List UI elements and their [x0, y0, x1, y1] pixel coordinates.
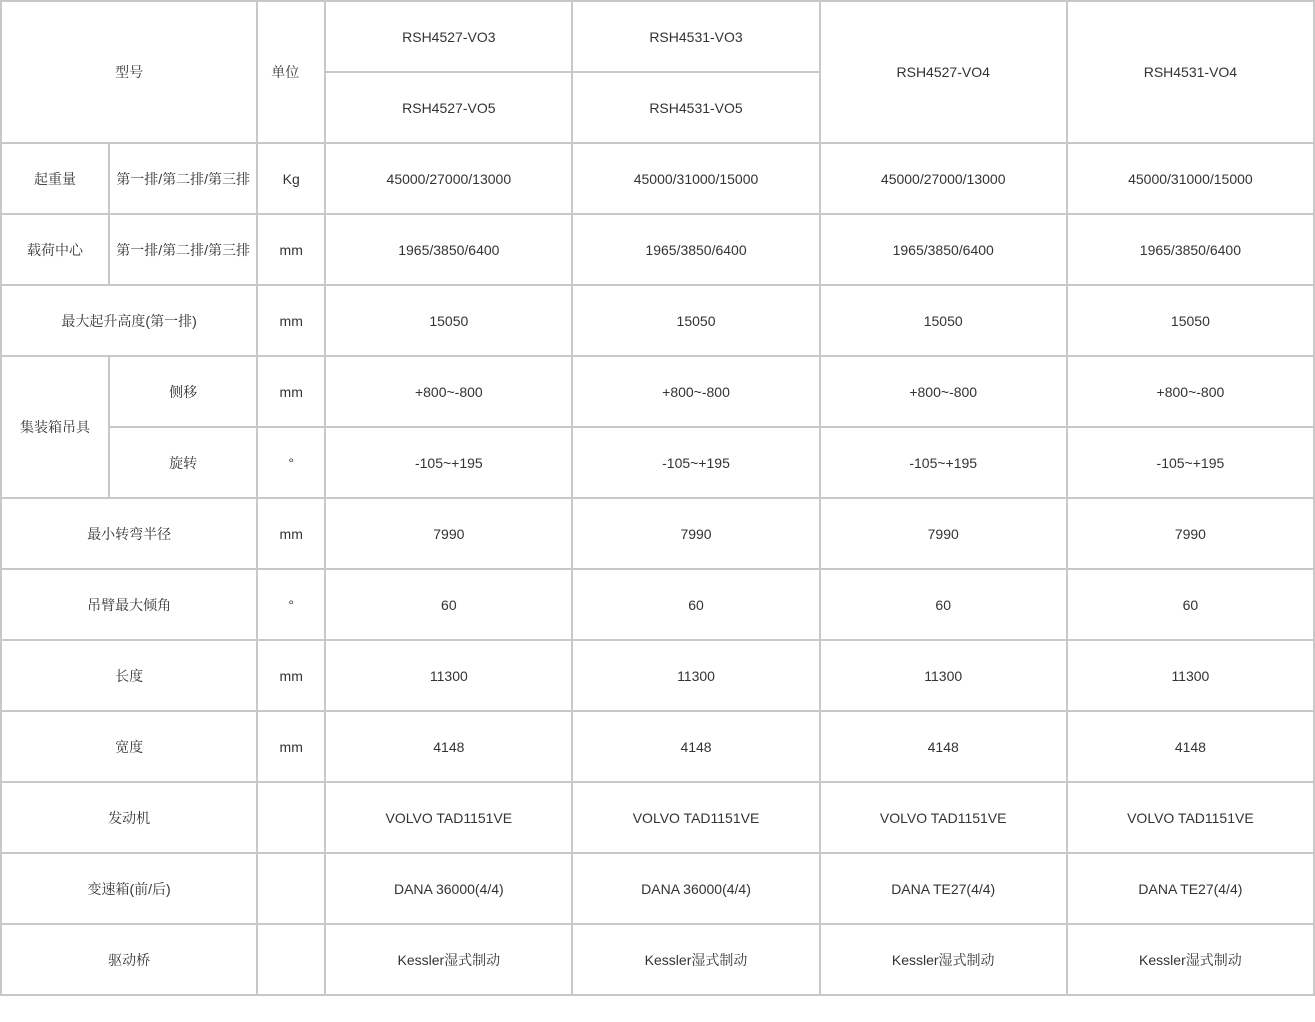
value-cell: 11300	[1067, 640, 1314, 711]
value-cell: 4148	[325, 711, 572, 782]
table-row-max-lift-height	[1, 285, 1314, 356]
value-cell: 11300	[820, 640, 1067, 711]
value-cell: +800~-800	[820, 356, 1067, 427]
table-row-drive-axle	[1, 924, 1314, 995]
value-cell: 15050	[572, 285, 819, 356]
value-cell: -105~+195	[820, 427, 1067, 498]
table-row-max-boom-angle	[1, 569, 1314, 640]
value-cell: -105~+195	[572, 427, 819, 498]
value-cell: -105~+195	[1067, 427, 1314, 498]
value-cell: VOLVO TAD1151VE	[325, 782, 572, 853]
value-cell: 7990	[572, 498, 819, 569]
value-cell: +800~-800	[325, 356, 572, 427]
row-label: 集装箱吊具	[1, 356, 109, 498]
value-cell: 11300	[572, 640, 819, 711]
value-cell: 1965/3850/6400	[572, 214, 819, 285]
table-row-engine	[1, 782, 1314, 853]
unit-cell: mm	[257, 214, 325, 285]
model-name-cell: RSH4527-VO4	[820, 1, 1067, 143]
unit-cell: mm	[257, 498, 325, 569]
value-cell: Kessler湿式制动	[572, 924, 819, 995]
value-cell: Kessler湿式制动	[820, 924, 1067, 995]
table-row-transmission	[1, 853, 1314, 924]
unit-cell: mm	[257, 711, 325, 782]
value-cell: DANA TE27(4/4)	[1067, 853, 1314, 924]
value-cell: Kessler湿式制动	[1067, 924, 1314, 995]
table-row-side-shift	[1, 356, 1314, 427]
table-row-width	[1, 711, 1314, 782]
header-row-1	[1, 1, 1314, 72]
unit-cell: Kg	[257, 143, 325, 214]
value-cell: DANA TE27(4/4)	[820, 853, 1067, 924]
value-cell: VOLVO TAD1151VE	[572, 782, 819, 853]
row-sublabel: 第一排/第二排/第三排	[109, 143, 257, 214]
table-row-load-center	[1, 214, 1314, 285]
value-cell: Kessler湿式制动	[325, 924, 572, 995]
value-cell: DANA 36000(4/4)	[325, 853, 572, 924]
value-cell: 4148	[1067, 711, 1314, 782]
value-cell: 60	[572, 569, 819, 640]
value-cell: 45000/27000/13000	[820, 143, 1067, 214]
unit-header: 单位	[257, 1, 325, 143]
unit-cell	[257, 782, 325, 853]
value-cell: DANA 36000(4/4)	[572, 853, 819, 924]
value-cell: +800~-800	[572, 356, 819, 427]
value-cell: VOLVO TAD1151VE	[820, 782, 1067, 853]
row-sublabel: 旋转	[109, 427, 257, 498]
value-cell: 1965/3850/6400	[1067, 214, 1314, 285]
table-row-lifting-capacity	[1, 143, 1314, 214]
row-label: 驱动桥	[1, 924, 257, 995]
row-label: 载荷中心	[1, 214, 109, 285]
table-row-min-turning-radius	[1, 498, 1314, 569]
value-cell: 7990	[820, 498, 1067, 569]
value-cell: 15050	[1067, 285, 1314, 356]
value-cell: 15050	[325, 285, 572, 356]
unit-cell	[257, 924, 325, 995]
model-name-cell: RSH4527-VO3	[325, 1, 572, 72]
value-cell: 60	[820, 569, 1067, 640]
table-row-rotation	[1, 427, 1314, 498]
value-cell: 4148	[572, 711, 819, 782]
model-name-cell: RSH4531-VO5	[572, 72, 819, 143]
unit-cell: mm	[257, 285, 325, 356]
value-cell: 1965/3850/6400	[325, 214, 572, 285]
value-cell: 45000/31000/15000	[1067, 143, 1314, 214]
row-label: 变速箱(前/后)	[1, 853, 257, 924]
value-cell: 7990	[325, 498, 572, 569]
value-cell: 45000/27000/13000	[325, 143, 572, 214]
model-header: 型号	[1, 1, 257, 143]
row-label: 宽度	[1, 711, 257, 782]
value-cell: 15050	[820, 285, 1067, 356]
table-row-length	[1, 640, 1314, 711]
value-cell: 7990	[1067, 498, 1314, 569]
row-label: 最小转弯半径	[1, 498, 257, 569]
value-cell: 60	[1067, 569, 1314, 640]
model-name-cell: RSH4527-VO5	[325, 72, 572, 143]
unit-cell: °	[257, 427, 325, 498]
unit-cell	[257, 853, 325, 924]
value-cell: VOLVO TAD1151VE	[1067, 782, 1314, 853]
value-cell: 4148	[820, 711, 1067, 782]
row-label: 发动机	[1, 782, 257, 853]
unit-cell: °	[257, 569, 325, 640]
row-label: 最大起升高度(第一排)	[1, 285, 257, 356]
model-name-cell: RSH4531-VO3	[572, 1, 819, 72]
value-cell: 11300	[325, 640, 572, 711]
value-cell: +800~-800	[1067, 356, 1314, 427]
value-cell: 1965/3850/6400	[820, 214, 1067, 285]
row-sublabel: 第一排/第二排/第三排	[109, 214, 257, 285]
unit-cell: mm	[257, 356, 325, 427]
row-sublabel: 侧移	[109, 356, 257, 427]
row-label: 吊臂最大倾角	[1, 569, 257, 640]
value-cell: 45000/31000/15000	[572, 143, 819, 214]
unit-cell: mm	[257, 640, 325, 711]
model-name-cell: RSH4531-VO4	[1067, 1, 1314, 143]
row-label: 起重量	[1, 143, 109, 214]
row-label: 长度	[1, 640, 257, 711]
value-cell: 60	[325, 569, 572, 640]
value-cell: -105~+195	[325, 427, 572, 498]
